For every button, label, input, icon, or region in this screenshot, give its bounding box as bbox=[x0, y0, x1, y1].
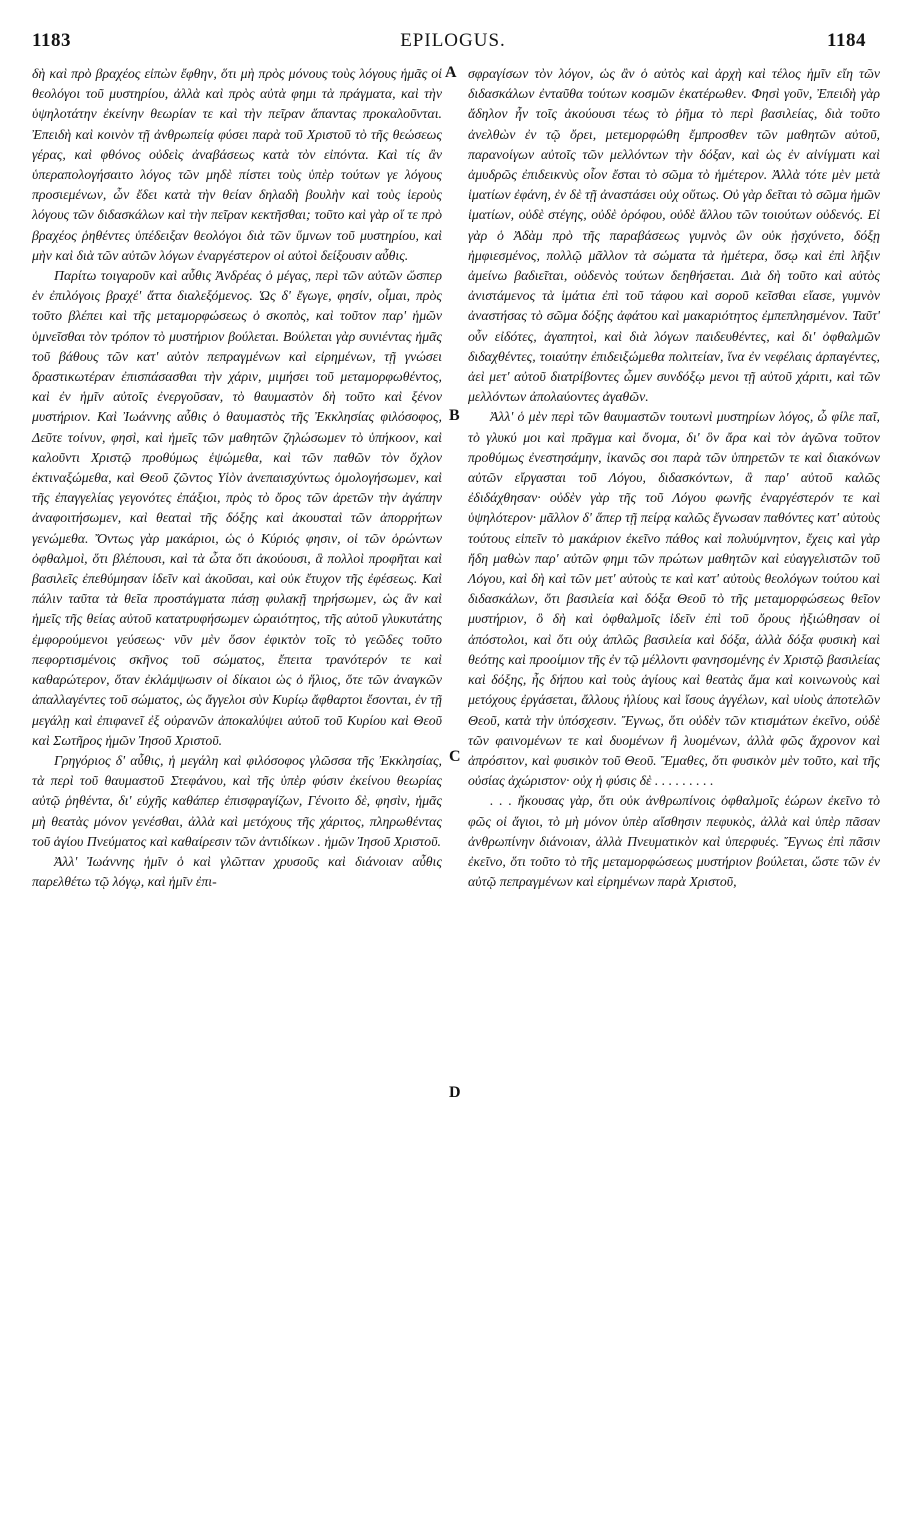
right-paragraph-3: . . . ἤκουσας γὰρ, ὅτι οὐκ ἀνθρωπίνοις ὀφθαλμοῖς ἑώρων ἐκεῖνο τὸ φῶς οἱ ἅγιοι, τὸ μὴ μόνον ὑπὲρ αἴσθησιν πεφυκὸς, ἀλλὰ καὶ ὑπὲρ πᾶσαν ἀνθρωπίνην διάνοιαν, ἀλλὰ Πνευματικὸν καὶ ὑπερφυές. Ἔγνως ἐπὶ πᾶσιν ἐκεῖνο, ὅτι τοῦτο τὸ τῆς μεταμορφώσεως μυστήριον βούλεται, ὥστε τῶν ἐν αὐτῷ πεπραγμένων καὶ εἰρημένων παρὰ Χριστοῦ, bbox=[468, 793, 880, 890]
left-paragraph-4: Ἀλλ' Ἰωάννης ἡμῖν ὁ καὶ γλῶτταν χρυσοῦς καὶ διάνοιαν αὖθις παρελθέτω τῷ λόγῳ, καὶ ἡμῖν ἐπι- bbox=[32, 853, 442, 890]
margin-marker-a: A bbox=[445, 64, 457, 81]
left-paragraph-3: Γρηγόριος δ' αὖθις, ἡ μεγάλη καὶ φιλόσοφος γλῶσσα τῆς Ἐκκλησίας, τὰ περὶ τοῦ θαυμαστοῦ Στεφάνου, καὶ τῆς ὑπὲρ φύσιν ἐκείνου θεωρίας αὐτῷ ῥηθέντα, δι' εὐχῆς καθάπερ ἐπισφραγίζων, Γένοιτο δὲ, φησὶν, ἡμᾶς μὴ θεατὰς μόνον γενέσθαι, ἀλλὰ καὶ μετόχους τῆς χάριτος, πληρωθέντας τοῦ ἁγίου Πνεύματος καὶ καθαίρεσιν τῶν ἀντιδίκων . ἡμῶν Ἰησοῦ Χριστοῦ. bbox=[32, 752, 442, 849]
left-column bbox=[32, 64, 442, 892]
page-header bbox=[0, 30, 906, 60]
margin-marker-b: B bbox=[449, 407, 460, 424]
left-paragraph-1: δὴ καὶ πρὸ βραχέος εἰπὼν ἔφθην, ὅτι μὴ πρὸς μόνους τοὺς λόγους ἡμᾶς οἱ θεολόγοι τοῦ μυστηρίου, ἀλλὰ καὶ πρὸς αὐτὰ φημι τὰ πράγματα, καὶ τὴν ὑψηλοτάτην ἐκείνην θεωρίαν τε καὶ τὴν πεῖραν ἅπαντας προκαλοῦνται. Ἐπειδὴ καὶ κοινὸν τῇ ἀνθρωπείᾳ φύσει παρὰ τοῦ Χριστοῦ τὸ τῆς θεώσεως γέρας, καὶ φθόνος οὐδεὶς ἀναβάσεως κατὰ τὸν εἰπόντα. Καὶ τίς ἂν ὑπεραπολογήσαιτο λόγος τῶν μηδὲ πίστει τοὺς ὑπὲρ τούτων γε λόγους προσιεμένων, ὧν ἔδει κατὰ τὴν θείαν δηλαδὴ βουλὴν καὶ τοὺς ἱεροὺς λόγους τῶν διδασκάλων καὶ τὴν πεῖραν κεκτῆσθαι; τοῦτο καὶ γὰρ οἵ τε πρὸ βραχέος ῥηθέντες ὑπέδειξαν θεολόγοι διὰ τῶν ὕμνων τοῦ μυστηρίου, καὶ μὴν καὶ διὰ τῶν αὐτῶν λόγων ἐναργέστερον οἱ αὐτοὶ δείξουσιν αὖθις. bbox=[32, 66, 442, 263]
margin-marker-d: D bbox=[449, 1084, 461, 1101]
left-page-number: 1183 bbox=[32, 30, 71, 51]
running-title: EPILOGUS. bbox=[400, 30, 506, 51]
right-paragraph-1: σφραγίσων τὸν λόγον, ὡς ἂν ὁ αὐτὸς καὶ ἀρχὴ καὶ τέλος ἡμῖν εἴη τῶν διδασκάλων ἐνταῦθα τούτων κοσμῶν ἑκατέρωθεν. Φησὶ γοῦν, Ἐπειδὴ γὰρ ἄδηλον ἦν τοῖς ἀκούουσι τέως τὸ ῥῆμα τὸ περὶ βασιλείας, διὰ τοῦτο ἀνελθὼν ἐν τῷ ὄρει, μετεμορφώθη ἔμπροσθεν τῶν μαθητῶν αὐτοῦ, παρανοίγων αὐτοῖς τῶν μελλόντων τὴν δόξαν, καὶ ὡς ἐν αἰνίγματι καὶ ἀμυδρῶς ἐπιδεικνὺς οἷον ἔσται τὸ σῶμα τὸ ἡμέτερον. Ἀλλὰ τότε μὲν μετὰ ἱματίων ἐφάνη, ἐν δὲ τῇ ἀναστάσει οὐχ οὕτως. Οὐ γὰρ δεῖται τὸ σῶμα ἡμῶν ἱματίων, οὐδὲ στέγης, οὐδὲ ὀρόφου, οὐδὲ ἄλλου τῶν τοιούτων οὐδενός. Εἰ γὰρ ὁ Ἀδὰμ πρὸ τῆς παραβάσεως γυμνὸς ὢν οὐκ ᾐσχύνετο, δόξῃ ἠμφιεσμένος, πολλῷ μᾶλλον τὰ σώματα τὰ ἡμέτερα, ὅσῳ καὶ ἐπὶ λῆξιν ἀμείνω βαδιεῖται, οὐδενὸς τούτων δεηθήσεται. Διὰ δὴ τοῦτο καὶ αὐτὸς ἀνιστάμενος τὰ ἱμάτια ἐπὶ τοῦ τάφου καὶ σοροῦ κεῖσθαι εἴασε, γυμνὸν ἀναστήσας τὸ σῶμα δόξης ἀφάτου καὶ μακαριότητος ἐμπεπλησμένον. Ταῦτ' οὖν εἰδότες, ἀγαπητοὶ, καὶ διὰ λόγων παιδευθέντες, καὶ δι' ὀφθαλμῶν διδαχθέντες, τοιαύτην ἐπιδειξώμεθα πολιτείαν, ἵνα ἐν νεφέλαις ἁρπαγέντες, ἀεὶ μετ' αὐτοῦ διατρίβοντες ὦμεν συνδόξῳ μενοι τῇ αὐτοῦ χάριτι, καὶ τῶν μελλόντων ἀπολαύοντες ἀγαθῶν. bbox=[468, 66, 880, 405]
margin-marker-c: C bbox=[449, 748, 461, 765]
left-paragraph-2: Παρίτω τοιγαροῦν καὶ αὖθις Ἀνδρέας ὁ μέγας, περὶ τῶν αὐτῶν ὥσπερ ἐν ἐπιλόγοις βραχέ' ἄττα διαλεξόμενος. Ὡς δ' ἔγωγε, φησίν, οἶμαι, πρὸς τοῦτο βλέπει καὶ τῆς μεταμορφώσεως ὁ σκοπὸς, καὶ τοῦτον παρ' ἡμῶν ὑμνεῖσθαι τὸν τρόπον τὸ μυστήριον βούλεται. Βούλεται γὰρ συνιέντας ἡμᾶς τοῦ βάθους τῶν κατ' αὐτὸν πεπραγμένων καὶ εἰρημένων, τῇ γνώσει δραστικωτέραν ἐπισπάσασθαι τὴν χάριν, μιμήσει τοῦ μεταμορφωθέντος, καὶ ἐν ἡμῖν αὐτοῖς ἐνεργοῦσαν, τὸ θαυμαστὸν δὴ τοῦτο καὶ ξένον μυστήριον. Καὶ Ἰωάννης αὖθις ὁ θαυμαστὸς τῆς Ἐκκλησίας φιλόσοφος, Δεῦτε τοίνυν, φησὶ, καὶ ἡμεῖς τῶν μαθητῶν ζηλώσωμεν τὸ ὑπήκοον, καὶ καλοῦντι Χριστῷ προθύμως ἑψώμεθα, καὶ τῶν παθῶν τὸν ὄχλον ἐκτιναξώμεθα, καὶ Θεοῦ ζῶντος Υἱὸν ἀνεπαισχύντως ὁμολογήσωμεν, καὶ τῆς ἐπαγγελίας γεγονότες ἐπάξιοι, πρὸς τὸ ὄρος τῶν ἀρετῶν τὴν ἀγάπην ἀναφοιτήσωμεν, καὶ θεαταὶ τῆς δόξης καὶ ἀκουσταὶ τῶν ἀπορρήτων γενώμεθα. Ὄντως γὰρ μακάριοι, ὡς ὁ Κύριός φησιν, οἱ τῶν ὁρώντων ὀφθαλμοὶ, ὅτι βλέπουσι, καὶ τὰ ὦτα ὅτι ἀκούουσι, ἃ πολλοὶ προφῆται καὶ βασιλεῖς ἐπεθύμησαν ἰδεῖν καὶ ἀκοῦσαι, καὶ οὐκ ἔτυχον τῆς ἐφέσεως. Καὶ πάλιν ταῦτα τὰ θεῖα προστάγματα πάσῃ φυλακῇ τηρήσωμεν, ὡς ἂν καὶ ἡμεῖς τῆς θείας αὐτοῦ κατατρυφήσωμεν ὡραιότητος, τῆς αὐτοῦ γλυκυτάτης ἐμφορούμενοι γεύσεως· νῦν μὲν ὅσον ἐφικτὸν τοῖς τὸ γεῶδες τοῦτο πεφορτισμένοις σκῆνος τοῦ σώματος, ἔπειτα τρανότερόν τε καὶ καθαρώτερον, ὅταν ἐκλάμψωσιν οἱ δίκαιοι ὡς ὁ ἥλιος, ὅτε τῶν ἀναγκῶν ἀπαλλαγέντες τοῦ σώματος, ὡς ἄγγελοι σὺν Κυρίῳ ἄφθαρτοι ἔσονται, ἐν τῇ μεγάλῃ καὶ ἐπιφανεῖ ἐξ οὐρανῶν ἀποκαλύψει αὐτοῦ τοῦ Κυρίου καὶ Θεοῦ καὶ Σωτῆρος ἡμῶν Ἰησοῦ Χριστοῦ. bbox=[32, 268, 442, 748]
right-page-number: 1184 bbox=[827, 30, 866, 51]
right-paragraph-2: Ἀλλ' ὁ μὲν περὶ τῶν θαυμαστῶν τουτωνὶ μυστηρίων λόγος, ὦ φίλε παῖ, τὸ γλυκύ μοι καὶ πρᾶγμα καὶ ὄνομα, δι' ὃν ἄρα καὶ τὸν ἀγῶνα τοῦτον προθύμως ἐνεστησάμην, ἱκανῶς σοι παρὰ τῶν ὑπηρετῶν τε καὶ διακόνων αὐτῶν εἴργασται τοῦ Λόγου, διδασκόντων, ἃ παρ' αὐτοῦ καλῶς ἐδιδάχθησαν· οὐδὲν γὰρ τῆς τοῦ Λόγου φωνῆς ἐναργέστερόν τε καὶ ὑψηλότερον· μᾶλλον δ' ἅπερ τῇ πείρᾳ καλῶς ἔγνωσαν παθόντες κατ' αὐτοὺς τούτους εἰπεῖν τὸ μακάριον ἐκεῖνο πάθος καὶ πολυύμνητον, ἔχεις καὶ γὰρ ἤδη μαθὼν παρ' αὐτῶν φημι τῶν πρώτων μαθητῶν καὶ εὐαγγελιστῶν τοῦ Λόγου, καὶ δὴ καὶ τῶν μετ' αὐτοὺς τε καὶ κατ' αὐτοὺς θεολόγων τούτου καὶ διδασκάλων, ὅτι βασιλεία καὶ δόξα Θεοῦ τὸ τῆς μεταμορφώσεως θεῖον μυστήριον, ὃ δὴ καὶ ὀφθαλμοῖς ἰδεῖν ἐπὶ τοῦ ὄρους ἠξιώθησαν οἱ ἀπόστολοι, καὶ ὅτι οὐχ ἁπλῶς βασιλεία καὶ δόξα, ἀλλὰ δόξα φυσικὴ καὶ θεότης καὶ προοίμιον τῆς ἐν τῷ μέλλοντι φανησομένης ἐν Χριστῷ βασιλείας καὶ δόξης, ἧς δήπου καὶ τοὺς ἁγίους καὶ θεατὰς ἅμα καὶ κοινωνοὺς καὶ μετόχους ἐργάσεται, ἄλλους ἡλίους καὶ ἴσους ἀγγέλων, καὶ υἱοὺς ἀποτελῶν Θεοῦ, κατὰ τὴν ὑπόσχεσιν. Ἔγνως, ὅτι οὐδὲν τῶν κτισμάτων ἐκεῖνο, οὐδὲ τῶν φαινομένων τε καὶ δυομένων ἢ λυομένων, ἀλλὰ φῶς ἄχρονον καὶ ἀπρόσιτον, καὶ φυσικὸν τοῦ Θεοῦ. Ἔμαθες, ὅτι φυσικὸν μὲν τοῦτο, καὶ τῆς οὐσίας ἀχώριστον· οὐχ ἡ φύσις δὲ . . . . . . . . . bbox=[468, 409, 880, 789]
right-column bbox=[468, 64, 880, 892]
